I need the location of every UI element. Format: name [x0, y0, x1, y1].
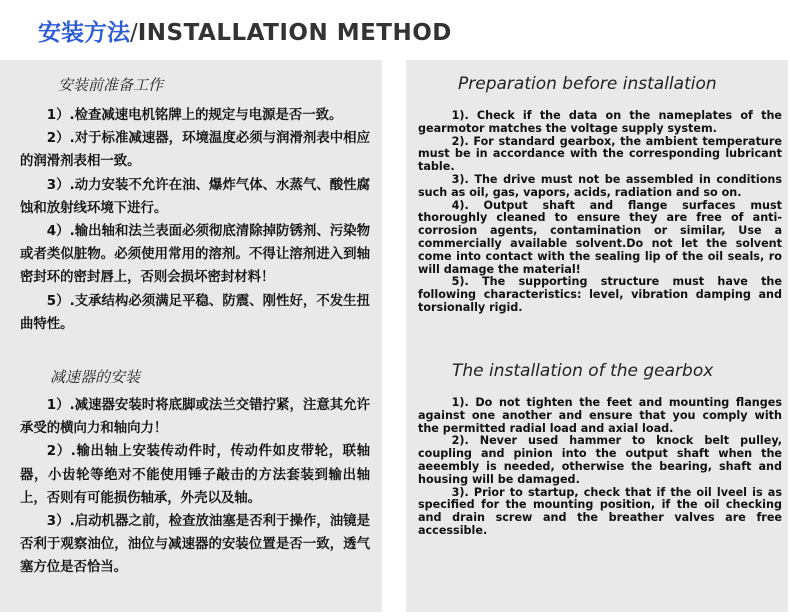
prep-item-cn-4: 4）.输出轴和法兰表面必须彻底清除掉防锈剂、污染物或者类似脏物。必须使用常用的溶剂。不得让溶剂进入到轴密封环的密封唇上，否则会损坏密封材料！	[20, 224, 370, 286]
install-list-en	[418, 397, 782, 538]
header-title-cn: 安装方法	[38, 20, 130, 46]
page-header	[38, 14, 452, 47]
install-item-cn-1: 1）.减速器安装时将底脚或法兰交错拧紧，注意其允许承受的横向力和轴向力！	[20, 398, 370, 437]
prep-item-en-3: 3). The drive must not be assembled in conditions such as oil, gas, vapors, acids, radiation and so on.	[418, 172, 782, 199]
prep-item-cn-2: 2）.对于标准减速器，环境温度必须与润滑剂表中相应的润滑剂表相一致。	[20, 131, 370, 170]
chinese-instructions-panel	[0, 60, 382, 612]
prep-section-title-en: Preparation before installation	[458, 74, 717, 94]
prep-item-cn-1: 1）.检查减速电机铭牌上的规定与电源是否一致。	[46, 108, 343, 123]
header-slash: /	[130, 20, 138, 46]
install-list-cn	[20, 394, 370, 580]
install-section-title-en: The installation of the gearbox	[452, 361, 714, 381]
prep-list-en	[418, 110, 782, 315]
install-item-cn-3: 3）.启动机器之前，检查放油塞是否利于操作，油镜是否利于观察油位，油位与减速器的安装位置是否一致，透气塞方位是否恰当。	[20, 514, 370, 576]
prep-list-cn	[20, 104, 370, 336]
prep-item-cn-3: 3）.动力安装不允许在油、爆炸气体、水蒸气、酸性腐蚀和放射线环境下进行。	[20, 177, 370, 216]
install-item-en-1: 1). Do not tighten the feet and mounting flanges against one another and ensure that you comply with the permitted radial load and axial load.	[418, 396, 782, 435]
install-section-title-cn: 减速器的安装	[50, 368, 141, 386]
header-title-en: INSTALLATION METHOD	[137, 20, 452, 46]
prep-item-en-2: 2). For standard gearbox, the ambient temperature must be in accordance with the corresponding lubricant table.	[418, 134, 782, 174]
prep-item-en-4: 4). Output shaft and flange surfaces must thoroughly cleaned to ensure they are free of anti-corrosion agents, contamination or similar, Use a commercially available solvent.Do not let the solvent come into contact with the sealing lip of the oil seals, ro will damage the material!	[418, 198, 782, 276]
prep-item-en-5: 5). The supporting structure must have the following characteristics: level, vibration damping and torsionally rigid.	[418, 275, 782, 314]
prep-section-title-cn: 安装前准备工作	[58, 76, 164, 94]
install-item-cn-2: 2）.输出轴上安装传动件时，传动件如皮带轮，联轴器，小齿轮等绝对不能使用锤子敲击的方法套装到输出轴上，否则有可能损伤轴承，外壳以及轴。	[20, 444, 370, 506]
install-item-en-2: 2). Never used hammer to knock belt pulley, coupling and pinion into the output shaft when the aeeembly is needed, otherwise the bearing, shaft and housing will be damaged.	[418, 434, 782, 486]
english-instructions-panel	[406, 60, 788, 612]
prep-item-en-1: 1). Check if the data on the nameplates of the gearmotor matches the voltage supply system.	[418, 109, 782, 135]
install-item-en-3: 3). Prior to startup, check that if the oil lveel is as specified for the mounting position, if the oil checking and drain screw and the breather valves are free accessible.	[418, 485, 782, 537]
prep-item-cn-5: 5）.支承结构必须满足平稳、防震、刚性好，不发生扭曲特性。	[20, 293, 370, 332]
